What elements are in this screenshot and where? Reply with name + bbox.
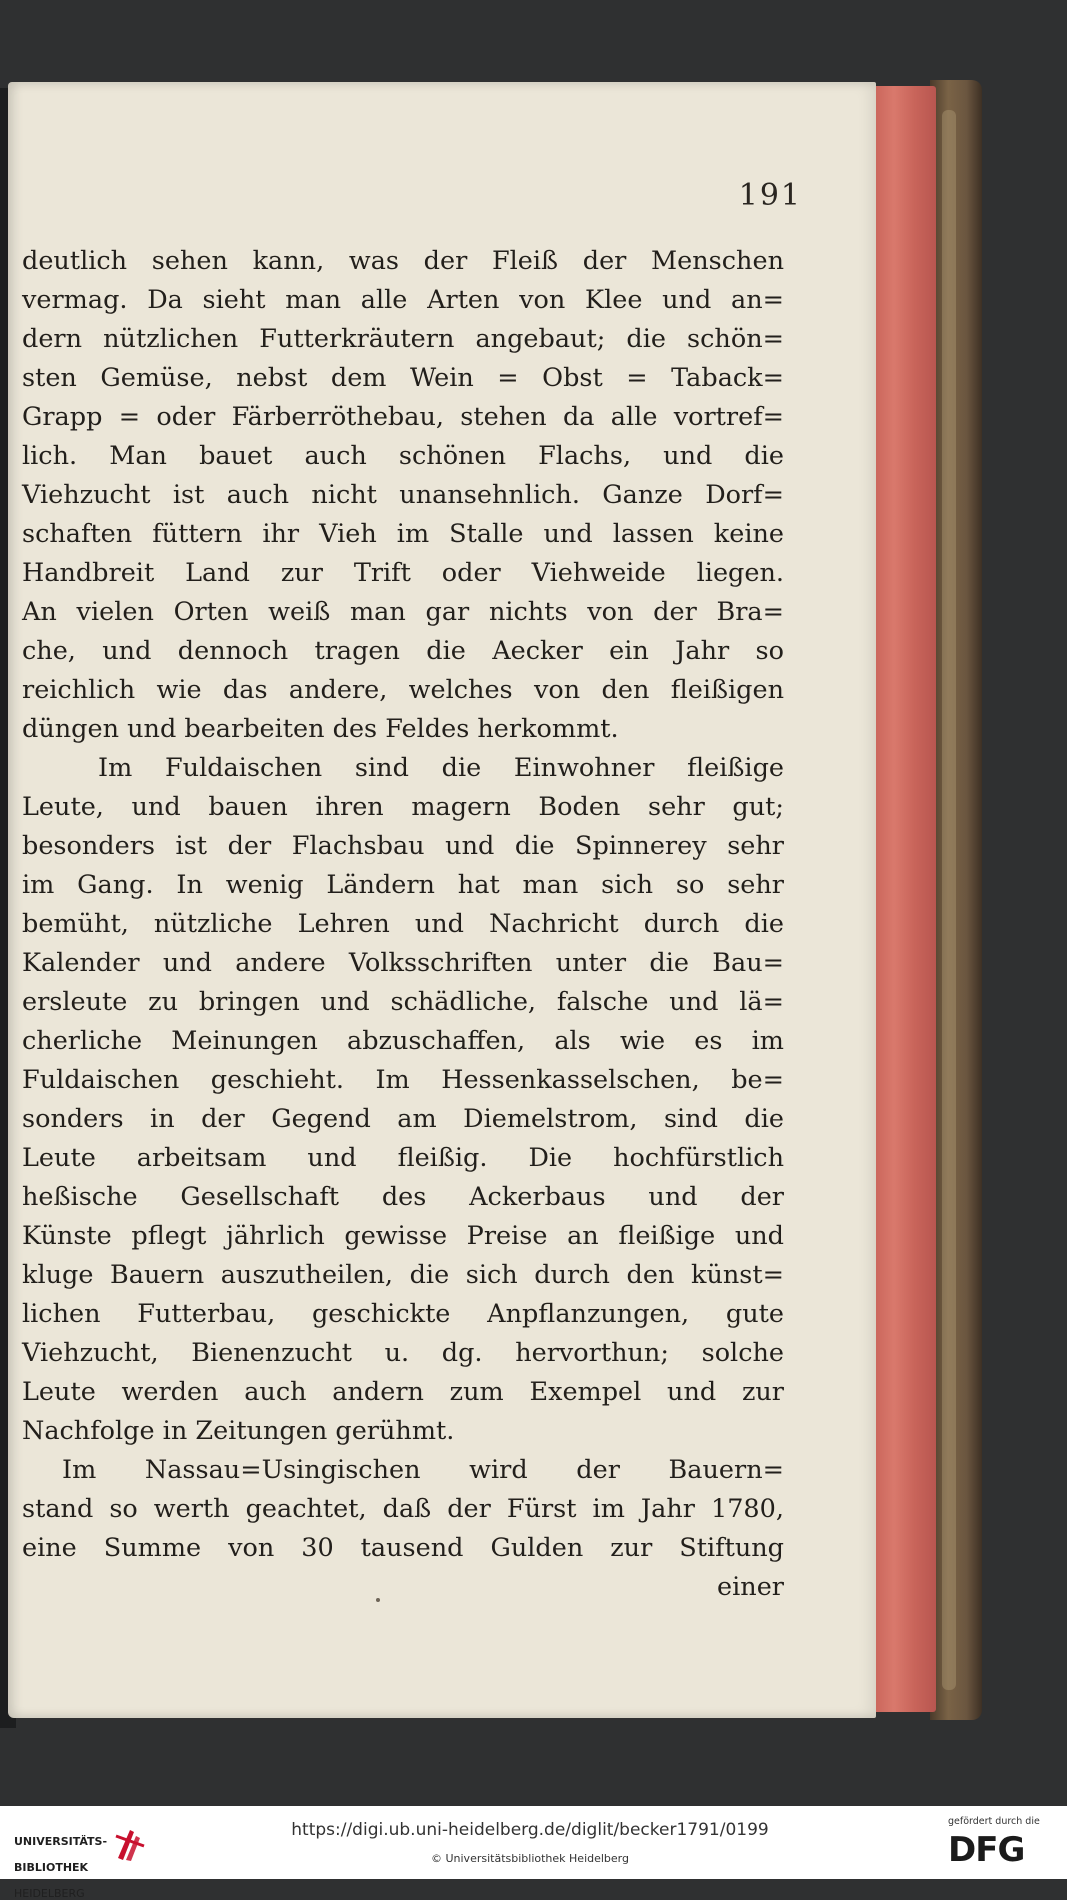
text-line: dern nützlichen Futterkräutern angebaut; die schön= (22, 324, 784, 354)
text-line: Im Nassau=Usingischen wird der Bauern= (62, 1455, 784, 1485)
text-line: Leute, und bauen ihren magern Boden sehr gut; (22, 792, 784, 822)
text-line: An vielen Orten weiß man gar nichts von der Bra= (22, 597, 784, 627)
page-red-edge (866, 86, 936, 1712)
text-line: heßische Gesellschaft des Ackerbaus und der (22, 1182, 784, 1212)
text-line: sten Gemüse, nebst dem Wein = Obst = Taback= (22, 363, 784, 393)
text-line: Handbreit Land zur Trift oder Viehweide liegen. (22, 558, 784, 588)
text-line: Leute arbeitsam und fleißig. Die hochfürstlich (22, 1143, 784, 1173)
text-line: Nachfolge in Zeitungen gerühmt. (22, 1416, 455, 1446)
page-number: 191 (738, 178, 802, 213)
text-line: Kalender und andere Volksschriften unter die Bau= (22, 948, 784, 978)
text-line: einer (717, 1572, 784, 1602)
text-line: eine Summe von 30 tausend Gulden zur Stiftung (22, 1533, 784, 1563)
text-line: düngen und bearbeiten des Feldes herkommt. (22, 714, 619, 744)
book-cover-highlight (942, 110, 956, 1690)
text-line: Viehzucht ist auch nicht unansehnlich. Ganze Dorf= (22, 480, 784, 510)
text-line: reichlich wie das andere, welches von den fleißigen (22, 675, 784, 705)
text-line: im Gang. In wenig Ländern hat man sich so sehr (22, 870, 784, 900)
text-line: sonders in der Gegend am Diemelstrom, sind die (22, 1104, 784, 1134)
text-line: kluge Bauern auszutheilen, die sich durch den künst= (22, 1260, 784, 1290)
text-line: Künste pflegt jährlich gewisse Preise an fleißige und (22, 1221, 784, 1251)
permalink-url[interactable]: https://digi.ub.uni-heidelberg.de/diglit/becker1791/0199 (291, 1820, 769, 1840)
logo-line-2: BIBLIOTHEK (14, 1861, 89, 1874)
text-line: Fuldaischen geschieht. Im Hessenkasselschen, be= (22, 1065, 784, 1095)
text-line: deutlich sehen kann, was der Fleiß der Menschen (22, 246, 784, 276)
text-line: ersleute zu bringen und schädliche, falsche und lä= (22, 987, 784, 1017)
text-line: Viehzucht, Bienenzucht u. dg. hervorthun; solche (22, 1338, 784, 1368)
text-line: che, und dennoch tragen die Aecker ein Jahr so (22, 636, 784, 666)
logo-line-3: HEIDELBERG (14, 1887, 85, 1900)
text-line: Im Fuldaischen sind die Einwohner fleißige (98, 753, 784, 783)
text-line: bemüht, nützliche Lehren und Nachricht durch die (22, 909, 784, 939)
page-body-text (22, 242, 784, 1607)
text-line: Leute werden auch andern zum Exempel und zur (22, 1377, 784, 1407)
copyright-notice: © Universitätsbibliothek Heidelberg (430, 1852, 629, 1865)
ink-spot (376, 1598, 380, 1602)
text-line: cherliche Meinungen abzuschaffen, als wie es im (22, 1026, 784, 1056)
sponsor-label: gefördert durch die (948, 1816, 1040, 1827)
logo-line-1: UNIVERSITÄTS- (14, 1835, 108, 1848)
library-logo-icon (110, 1824, 150, 1864)
text-line: Grapp = oder Färberröthebau, stehen da alle vortref= (22, 402, 784, 432)
book-cover-edge (930, 80, 982, 1720)
text-line: lich. Man bauet auch schönen Flachs, und die (22, 441, 784, 471)
dfg-logo[interactable]: DFG (948, 1830, 1025, 1870)
text-line: schaften füttern ihr Vieh im Stalle und lassen keine (22, 519, 784, 549)
text-line: lichen Futterbau, geschickte Anpflanzungen, gute (22, 1299, 784, 1329)
library-logo[interactable] (14, 1822, 154, 1900)
text-line: stand so werth geachtet, daß der Fürst im Jahr 1780, (22, 1494, 784, 1524)
text-line: vermag. Da sieht man alle Arten von Klee und an= (22, 285, 784, 315)
text-line: besonders ist der Flachsbau und die Spinnerey sehr (22, 831, 784, 861)
footer-bar (0, 1806, 1067, 1900)
